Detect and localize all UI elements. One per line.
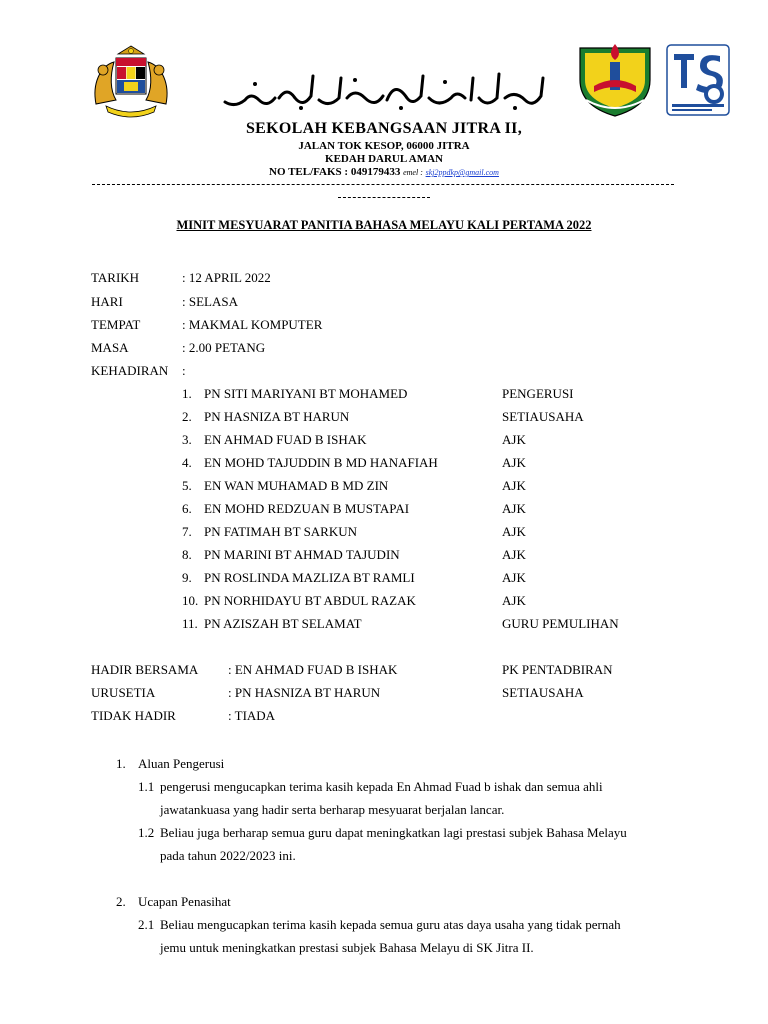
other-value: : PN HASNIZA BT HARUN xyxy=(228,685,381,700)
detail-label-date: TARIKH xyxy=(91,270,140,285)
document-title: MINIT MESYUARAT PANITIA BAHASA MELAYU KALI PERTAMA 2022 xyxy=(176,218,592,232)
attendee-role: AJK xyxy=(502,524,526,539)
attendee-role: PENGERUSI xyxy=(502,386,574,401)
attendee-role: SETIAUSAHA xyxy=(502,409,584,424)
agenda-point-text: Beliau mengucapkan terima kasih kepada semua guru atas daya usaha yang tidak pernah xyxy=(160,917,621,932)
attendee-name: PN MARINI BT AHMAD TAJUDIN xyxy=(204,547,400,562)
agenda-point-text: Beliau juga berharap semua guru dapat meningkatkan lagi prestasi subjek Bahasa Melayu xyxy=(160,825,627,840)
attendee-role: GURU PEMULIHAN xyxy=(502,616,619,631)
agenda-number: 2. xyxy=(116,894,126,909)
attendee-number: 8. xyxy=(182,547,192,562)
attendee-number: 9. xyxy=(182,570,192,585)
agenda-point-text: jemu untuk meningkatkan prestasi subjek Bahasa Melayu di SK Jitra II. xyxy=(160,940,534,955)
header-divider-short xyxy=(338,197,430,198)
agenda-point-text: pada tahun 2022/2023 ini. xyxy=(160,848,296,863)
attendee-role: AJK xyxy=(502,501,526,516)
attendee-role: AJK xyxy=(502,570,526,585)
detail-value-date: : 12 APRIL 2022 xyxy=(182,270,271,285)
detail-value-place: : MAKMAL KOMPUTER xyxy=(182,317,323,332)
attendee-number: 2. xyxy=(182,409,192,424)
attendee-name: EN AHMAD FUAD B ISHAK xyxy=(204,432,367,447)
attendee-name: EN WAN MUHAMAD B MD ZIN xyxy=(204,478,389,493)
agenda-point-number: 1.1 xyxy=(138,779,155,794)
detail-label-day: HARI xyxy=(91,294,123,309)
agenda-title: Aluan Pengerusi xyxy=(138,756,225,771)
attendee-number: 11. xyxy=(182,616,198,631)
attendee-role: AJK xyxy=(502,478,526,493)
school-name: SEKOLAH KEBANGSAAN JITRA II, xyxy=(245,120,523,137)
address-line-1: JALAN TOK KESOP, 06000 JITRA xyxy=(298,140,470,152)
attendee-role: AJK xyxy=(502,455,526,470)
other-label: TIDAK HADIR xyxy=(91,708,176,723)
agenda-point-number: 1.2 xyxy=(138,825,155,840)
other-value: : EN AHMAD FUAD B ISHAK xyxy=(228,662,398,677)
attendee-number: 10. xyxy=(182,593,199,608)
attendee-role: AJK xyxy=(502,432,526,447)
attendee-name: PN HASNIZA BT HARUN xyxy=(204,409,350,424)
attendee-name: PN ROSLINDA MAZLIZA BT RAMLI xyxy=(204,570,415,585)
attendee-name: PN NORHIDAYU BT ABDUL RAZAK xyxy=(204,593,416,608)
address-line-2: KEDAH DARUL AMAN xyxy=(325,153,443,165)
malaysia-coat-of-arms-icon xyxy=(88,44,174,122)
other-value: : TIADA xyxy=(228,708,276,723)
attendee-role: AJK xyxy=(502,593,526,608)
attendee-number: 3. xyxy=(182,432,192,447)
attendee-number: 4. xyxy=(182,455,192,470)
ts25-logo xyxy=(666,44,730,116)
attendance-label: KEHADIRAN xyxy=(91,363,169,378)
header-divider xyxy=(92,184,674,185)
school-crest-logo xyxy=(572,40,658,118)
email-link[interactable]: skj2ppdkp@gmail.com xyxy=(425,168,499,177)
detail-value-day: : SELASA xyxy=(182,294,238,309)
other-label: URUSETIA xyxy=(91,685,156,700)
jawi-calligraphy-banner xyxy=(215,68,550,114)
detail-value-time: : 2.00 PETANG xyxy=(182,340,266,355)
agenda-point-number: 2.1 xyxy=(138,917,155,932)
agenda-number: 1. xyxy=(116,756,126,771)
agenda-point-text: pengerusi mengucapkan terima kasih kepada En Ahmad Fuad b ishak dan semua ahli xyxy=(160,779,603,794)
agenda-point-text: jawatankuasa yang hadir serta berharap mesyuarat berjalan lancar. xyxy=(160,802,505,817)
attendee-name: PN SITI MARIYANI BT MOHAMED xyxy=(204,386,408,401)
other-role: PK PENTADBIRAN xyxy=(502,662,613,677)
attendee-number: 7. xyxy=(182,524,192,539)
email-label: emel : xyxy=(403,168,423,177)
detail-label-time: MASA xyxy=(91,340,129,355)
contact-line xyxy=(0,166,768,178)
agenda-title: Ucapan Penasihat xyxy=(138,894,231,909)
attendee-name: EN MOHD REDZUAN B MUSTAPAI xyxy=(204,501,410,516)
detail-label-place: TEMPAT xyxy=(91,317,141,332)
attendee-name: PN FATIMAH BT SARKUN xyxy=(204,524,358,539)
phone-fax: NO TEL/FAKS : 049179433 xyxy=(269,166,401,178)
attendance-colon: : xyxy=(182,363,186,378)
attendee-name: PN AZISZAH BT SELAMAT xyxy=(204,616,362,631)
attendee-number: 1. xyxy=(182,386,192,401)
other-label: HADIR BERSAMA xyxy=(91,662,199,677)
attendee-name: EN MOHD TAJUDDIN B MD HANAFIAH xyxy=(204,455,438,470)
other-role: SETIAUSAHA xyxy=(502,685,584,700)
attendee-number: 5. xyxy=(182,478,192,493)
attendee-role: AJK xyxy=(502,547,526,562)
attendee-number: 6. xyxy=(182,501,192,516)
